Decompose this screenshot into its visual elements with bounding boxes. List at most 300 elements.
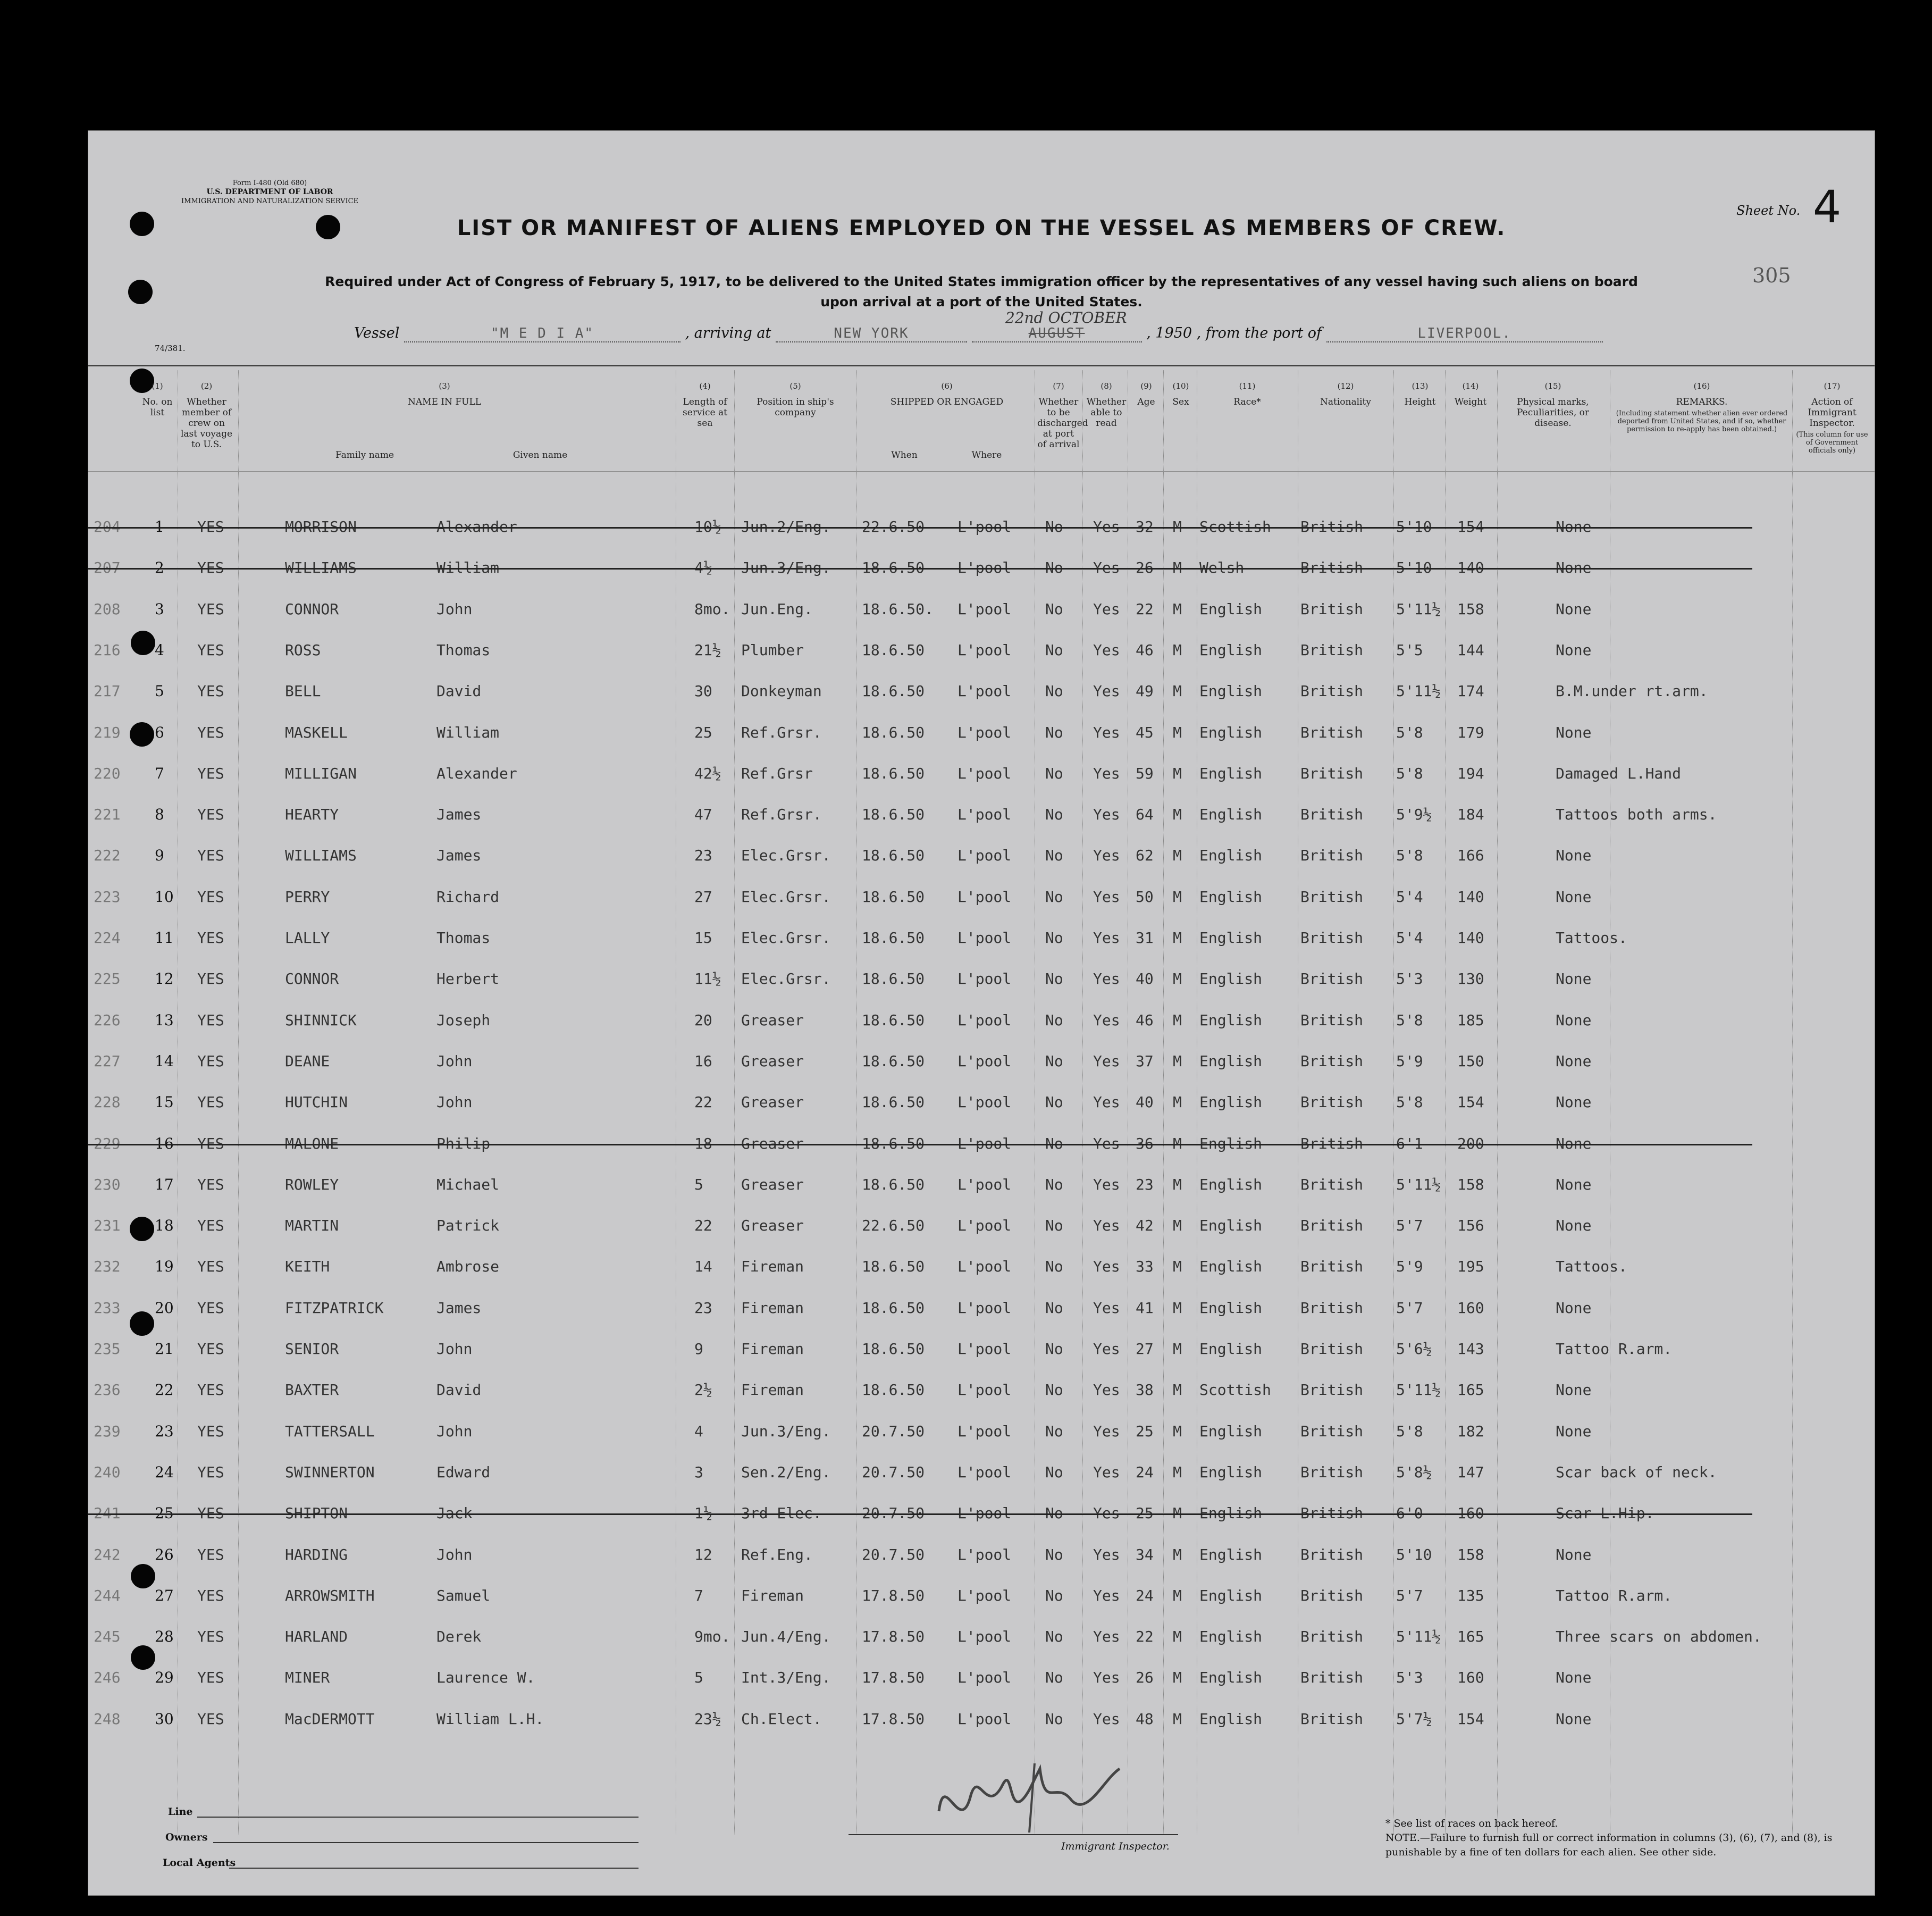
given-name: David [436,1381,482,1399]
family-name: MORRISON [285,518,357,536]
length-of-service: 7 [694,1586,703,1604]
race: Scottish [1199,1381,1271,1399]
agents-label: Local Agents [163,1857,236,1869]
nationality: British [1300,970,1364,988]
race: English [1199,641,1263,659]
table-row [88,1248,1875,1285]
length-of-service: 22 [694,1093,712,1111]
height: 5'8 [1396,723,1423,741]
family-name: HARLAND [285,1628,348,1646]
length-of-service: 20 [694,1011,712,1029]
shipped-when: 18.6.50 [862,559,925,577]
weight: 165 [1457,1381,1484,1399]
sex: M [1173,1669,1182,1687]
nationality: British [1300,1175,1364,1193]
age: 40 [1136,1093,1154,1111]
row-number: 23 [155,1422,174,1440]
nationality: British [1300,1669,1364,1687]
nationality: British [1300,1422,1364,1440]
height: 5'8 [1396,1422,1423,1440]
position: Sen.2/Eng. [741,1463,831,1481]
position: Donkeyman [741,682,822,700]
given-name: Thomas [436,641,491,659]
physical-marks: Three scars on abdomen. [1556,1628,1762,1646]
length-of-service: 9 [694,1340,703,1358]
sex: M [1173,970,1182,988]
race: English [1199,806,1263,824]
table-row [88,878,1875,916]
able-to-read: Yes [1093,1422,1120,1440]
last-voyage: YES [197,1669,224,1687]
shipped-when: 18.6.50 [862,1340,925,1358]
weight: 156 [1457,1217,1484,1235]
physical-marks: None [1556,1381,1592,1399]
table-row [88,549,1875,587]
voyage-line [354,325,1603,342]
weight: 179 [1457,723,1484,741]
height: 5'11½ [1396,682,1441,700]
age: 25 [1136,1504,1154,1522]
length-of-service: 42½ [694,764,721,782]
position: Fireman [741,1586,804,1604]
table-row [88,837,1875,874]
sex: M [1173,888,1182,906]
row-reference: 236 [94,1381,121,1399]
physical-marks: None [1556,1299,1592,1317]
height: 5'8 [1396,847,1423,865]
row-reference: 220 [94,764,121,782]
shipped-when: 18.6.50 [862,970,925,988]
given-name: John [436,1545,473,1563]
nationality: British [1300,1258,1364,1276]
position: Fireman [741,1340,804,1358]
family-name: KEITH [285,1258,330,1276]
able-to-read: Yes [1093,1504,1120,1522]
length-of-service: 5 [694,1669,703,1687]
row-number: 25 [155,1504,174,1522]
struck-month: AUGUST [1028,325,1085,341]
family-name: TATTERSALL [285,1422,375,1440]
row-number: 1 [155,518,164,536]
position: Elec.Grsr. [741,970,831,988]
discharged: No [1045,1669,1063,1687]
weight: 144 [1457,641,1484,659]
sex: M [1173,559,1182,577]
shipped-where: L'pool [957,847,1012,865]
race: English [1199,1586,1263,1604]
form-identifier [181,179,358,206]
length-of-service: 16 [694,1052,712,1070]
discharged: No [1045,1052,1063,1070]
sex: M [1173,764,1182,782]
age: 24 [1136,1463,1154,1481]
table-row [88,508,1875,546]
service-name: IMMIGRATION AND NATURALIZATION SERVICE [181,197,359,205]
able-to-read: Yes [1093,600,1120,618]
shipped-where: L'pool [957,1710,1012,1728]
shipped-when: 17.8.50 [862,1628,925,1646]
position: Jun.2/Eng. [741,518,831,536]
col-header-shipped: (6) SHIPPED OR ENGAGED [890,381,1004,407]
last-voyage: YES [197,1381,224,1399]
discharged: No [1045,1422,1063,1440]
physical-marks: None [1556,970,1592,988]
family-name: SHINNICK [285,1011,357,1029]
height: 5'4 [1396,888,1423,906]
family-name: HARDING [285,1545,348,1563]
shipped-where: L'pool [957,682,1012,700]
row-reference: 233 [94,1299,121,1317]
discharged: No [1045,764,1063,782]
table-row [88,1084,1875,1121]
race: English [1199,600,1263,618]
weight: 194 [1457,764,1484,782]
age: 42 [1136,1217,1154,1235]
sex: M [1173,1586,1182,1604]
row-reference: 225 [94,970,121,988]
race: English [1199,1011,1263,1029]
table-row [88,1207,1875,1244]
height: 6'0 [1396,1504,1423,1522]
shipped-where: L'pool [957,764,1012,782]
age: 22 [1136,600,1154,618]
physical-marks: None [1556,1134,1592,1152]
inspector-note: (This column for use of Government officials only) [1796,431,1868,455]
height: 5'11½ [1396,1175,1441,1193]
length-of-service: 1½ [694,1504,712,1522]
discharged: No [1045,1299,1063,1317]
race: English [1199,1175,1263,1193]
shipped-where: L'pool [957,723,1012,741]
last-voyage: YES [197,1175,224,1193]
nationality: British [1300,1504,1364,1522]
nationality: British [1300,1093,1364,1111]
physical-marks: Damaged L.Hand [1556,764,1682,782]
nationality: British [1300,1299,1364,1317]
row-reference: 241 [94,1504,121,1522]
length-of-service: 10½ [694,518,721,536]
length-of-service: 8mo. [694,600,730,618]
weight: 166 [1457,847,1484,865]
col-header-last-voyage: (2) Whether member of crew on last voyage to U.S. [180,381,233,450]
shipped-where: L'pool [957,1586,1012,1604]
sex: M [1173,1175,1182,1193]
able-to-read: Yes [1093,559,1120,577]
given-name: William L.H. [436,1710,544,1728]
col-header-family-name: Family name [335,450,394,461]
shipped-where: L'pool [957,1134,1012,1152]
height: 5'10 [1396,518,1432,536]
position: Greaser [741,1052,804,1070]
length-of-service: 11½ [694,970,721,988]
length-of-service: 22 [694,1217,712,1235]
penalty-note: NOTE.—Failure to furnish full or correct information in columns (3), (6), (7), and (8), is punishable by a fine of ten dollars for each alien. See other side. [1385,1832,1833,1858]
position: Ch.Elect. [741,1710,822,1728]
shipped-when: 20.7.50 [862,1463,925,1481]
row-number: 11 [155,929,174,947]
length-of-service: 23 [694,1299,712,1317]
weight: 160 [1457,1669,1484,1687]
age: 37 [1136,1052,1154,1070]
table-row [88,1290,1875,1327]
subtitle-line-2: upon arrival at a port of the United States. [820,294,1143,309]
height: 5'7½ [1396,1710,1432,1728]
owners-field [213,1842,639,1843]
shipped-where: L'pool [957,1093,1012,1111]
sex: M [1173,1628,1182,1646]
able-to-read: Yes [1093,1586,1120,1604]
sex: M [1173,1299,1182,1317]
sex: M [1173,1052,1182,1070]
nationality: British [1300,1545,1364,1563]
weight: 158 [1457,1545,1484,1563]
row-number: 18 [155,1217,174,1235]
sex: M [1173,641,1182,659]
weight: 182 [1457,1422,1484,1440]
physical-marks: B.M.under rt.arm. [1556,682,1708,700]
line-field [197,1817,639,1818]
given-name: Herbert [436,970,500,988]
row-reference: 232 [94,1258,121,1276]
discharged: No [1045,1093,1063,1111]
nationality: British [1300,1011,1364,1029]
weight: 185 [1457,1011,1484,1029]
weight: 143 [1457,1340,1484,1358]
position: Greaser [741,1217,804,1235]
last-voyage: YES [197,888,224,906]
row-number: 9 [155,847,164,865]
weight: 135 [1457,1586,1484,1604]
last-voyage: YES [197,1052,224,1070]
shipped-when: 18.6.50 [862,806,925,824]
nationality: British [1300,764,1364,782]
given-name: Richard [436,888,500,906]
departure-port: LIVERPOOL. [1326,325,1603,342]
vessel-name: "M E D I A" [404,325,681,342]
discharged: No [1045,806,1063,824]
able-to-read: Yes [1093,518,1120,536]
family-name: MARTIN [285,1217,339,1235]
discharged: No [1045,888,1063,906]
given-name: William [436,723,500,741]
family-name: SENIOR [285,1340,339,1358]
shipped-when: 18.6.50 [862,1052,925,1070]
given-name: John [436,1052,473,1070]
discharged: No [1045,518,1063,536]
row-reference: 240 [94,1463,121,1481]
race: Scottish [1199,518,1271,536]
shipped-when: 18.6.50 [862,1093,925,1111]
family-name: ROSS [285,641,321,659]
nationality: British [1300,1052,1364,1070]
owners-label: Owners [165,1831,208,1843]
position: Ref.Grsr. [741,723,822,741]
row-reference: 230 [94,1175,121,1193]
age: 62 [1136,847,1154,865]
row-number: 17 [155,1175,174,1193]
height: 5'3 [1396,970,1423,988]
race: English [1199,1463,1263,1481]
race: English [1199,1052,1263,1070]
table-row [88,1371,1875,1409]
race: English [1199,847,1263,865]
shipped-where: L'pool [957,1463,1012,1481]
last-voyage: YES [197,970,224,988]
strike-through-line [88,1513,1752,1515]
shipped-where: L'pool [957,1628,1012,1646]
race: English [1199,1217,1263,1235]
shipped-when: 18.6.50 [862,682,925,700]
row-number: 4 [155,641,164,659]
height: 5'10 [1396,1545,1432,1563]
position: Greaser [741,1175,804,1193]
last-voyage: YES [197,518,224,536]
position: Ref.Eng. [741,1545,813,1563]
last-voyage: YES [197,929,224,947]
shipped-when: 20.7.50 [862,1504,925,1522]
discharged: No [1045,1011,1063,1029]
row-reference: 204 [94,518,121,536]
length-of-service: 14 [694,1258,712,1276]
able-to-read: Yes [1093,1381,1120,1399]
discharged: No [1045,847,1063,865]
age: 33 [1136,1258,1154,1276]
col-header-name: (3) NAME IN FULL [407,381,482,407]
row-number: 13 [155,1011,174,1029]
sex: M [1173,600,1182,618]
physical-marks: Tattoos. [1556,1258,1627,1276]
position: Int.3/Eng. [741,1669,831,1687]
last-voyage: YES [197,1504,224,1522]
given-name: John [436,600,473,618]
race: English [1199,1504,1263,1522]
last-voyage: YES [197,1586,224,1604]
length-of-service: 4½ [694,559,712,577]
shipped-when: 18.6.50 [862,1381,925,1399]
row-reference: 231 [94,1217,121,1235]
row-reference: 246 [94,1669,121,1687]
given-name: James [436,806,482,824]
race: English [1199,1299,1263,1317]
race: Welsh [1199,559,1245,577]
shipped-when: 18.6.50 [862,764,925,782]
able-to-read: Yes [1093,970,1120,988]
sex: M [1173,1710,1182,1728]
row-number: 8 [155,806,164,824]
margin-number: 74/381. [155,344,186,353]
age: 34 [1136,1545,1154,1563]
shipped-where: L'pool [957,600,1012,618]
nationality: British [1300,888,1364,906]
able-to-read: Yes [1093,1258,1120,1276]
last-voyage: YES [197,806,224,824]
sex: M [1173,1217,1182,1235]
row-reference: 239 [94,1422,121,1440]
sex: M [1173,682,1182,700]
given-name: Jack [436,1504,473,1522]
table-row [88,591,1875,628]
sex: M [1173,1463,1182,1481]
given-name: James [436,847,482,865]
last-voyage: YES [197,1093,224,1111]
strike-through-line [88,1144,1752,1145]
shipped-when: 17.8.50 [862,1710,925,1728]
given-name: Patrick [436,1217,500,1235]
discharged: No [1045,641,1063,659]
position: Jun.Eng. [741,600,813,618]
physical-marks: None [1556,1011,1592,1029]
physical-marks: None [1556,847,1592,865]
sex: M [1173,1093,1182,1111]
age: 45 [1136,723,1154,741]
strike-through-line [88,527,1752,529]
table-row [88,796,1875,833]
last-voyage: YES [197,1217,224,1235]
position: Jun.3/Eng. [741,559,831,577]
agents-field [229,1868,639,1869]
arriving-label: , arriving at [685,325,771,341]
position: Fireman [741,1299,804,1317]
position: Jun.4/Eng. [741,1628,831,1646]
position: Elec.Grsr. [741,888,831,906]
age: 24 [1136,1586,1154,1604]
sex: M [1173,1258,1182,1276]
age: 25 [1136,1422,1154,1440]
port-label: , from the port of [1196,325,1322,341]
physical-marks: Tattoos both arms. [1556,806,1717,824]
row-number: 21 [155,1340,174,1358]
row-reference: 228 [94,1093,121,1111]
physical-marks: None [1556,723,1592,741]
nationality: British [1300,682,1364,700]
physical-marks: Scar L.Hip. [1556,1504,1654,1522]
sex: M [1173,929,1182,947]
sex: M [1173,1504,1182,1522]
row-reference: 222 [94,847,121,865]
handwritten-date: 22nd OCTOBER [1005,309,1127,327]
height: 5'10 [1396,559,1432,577]
able-to-read: Yes [1093,1175,1120,1193]
shipped-where: L'pool [957,559,1012,577]
last-voyage: YES [197,1463,224,1481]
department-name: U.S. DEPARTMENT OF LABOR [206,188,333,196]
inspector-label: Immigrant Inspector. [1061,1840,1170,1852]
discharged: No [1045,1217,1063,1235]
race: English [1199,1258,1263,1276]
header-bottom-rule [88,471,1875,472]
shipped-when: 18.6.50 [862,1258,925,1276]
sex: M [1173,1381,1182,1399]
last-voyage: YES [197,764,224,782]
family-name: MacDERMOTT [285,1710,375,1728]
weight: 130 [1457,970,1484,988]
row-number: 27 [155,1586,174,1604]
subtitle-line-1: Required under Act of Congress of February 5, 1917, to be delivered to the United States immigration officer by the representatives of any vessel having such aliens on board [325,274,1638,289]
shipped-when: 18.6.50 [862,1175,925,1193]
given-name: James [436,1299,482,1317]
row-number: 10 [155,888,174,906]
height: 5'8 [1396,764,1423,782]
table-row [88,1536,1875,1574]
age: 31 [1136,929,1154,947]
row-reference: 207 [94,559,121,577]
weight: 147 [1457,1463,1484,1481]
length-of-service: 25 [694,723,712,741]
nationality: British [1300,1217,1364,1235]
col-header-service: (4) Length of service at sea [683,381,727,429]
age: 22 [1136,1628,1154,1646]
race: English [1199,682,1263,700]
